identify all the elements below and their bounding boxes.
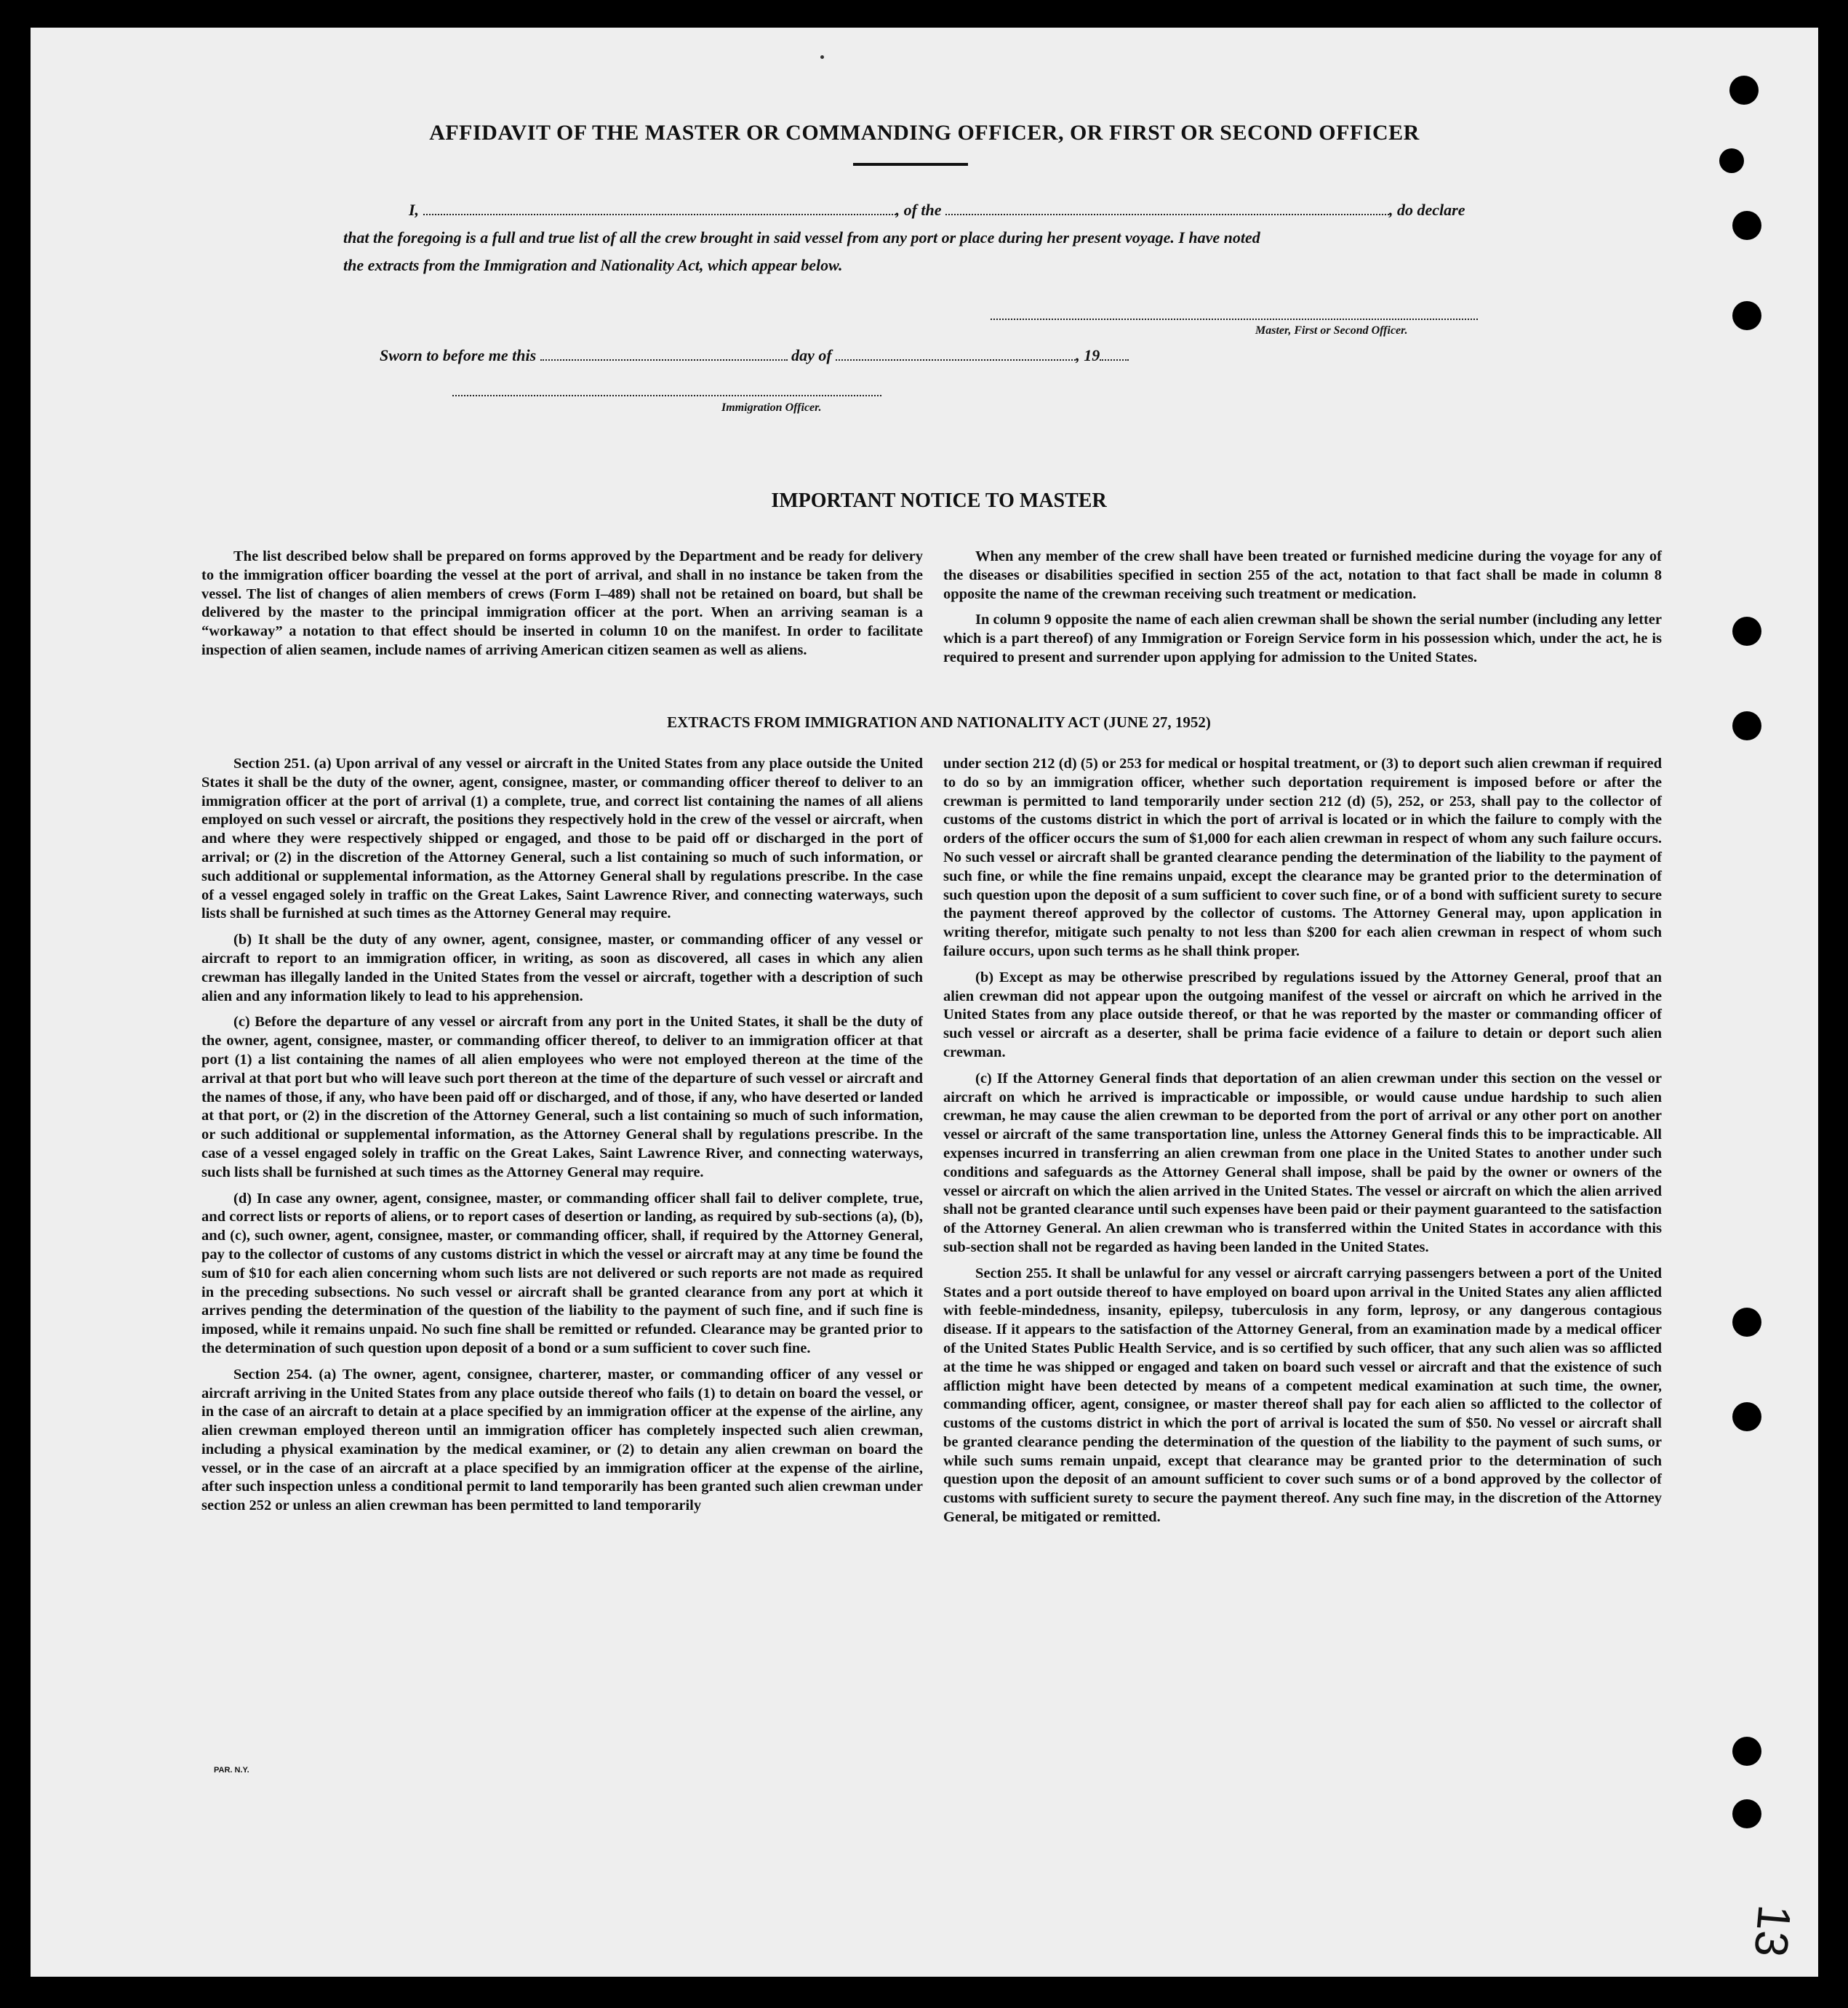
declaration-line-1 [343,196,1521,224]
speck [820,55,824,59]
sworn-text: Sworn to before me this [380,346,537,364]
binder-hole [1732,1737,1761,1766]
officer-signature-line[interactable] [452,395,881,396]
name-field[interactable] [423,201,896,215]
title-rule [853,163,968,166]
section-251-d: (d) In case any owner, agent, consignee, master, or commanding officer shall fail to deliver complete, true, and correct lists or reports of aliens, or to report cases of desertion or landing, as required by sub-sections (a), (b), and (c), such owner, agent, consignee, master, or commanding officer, shall, if required by the Attorney General, pay to the collector of customs of any customs district in which the vessel or aircraft may at any time be found the sum of $10 for each alien concerning whom such lists are not delivered or such reports are not made as required in the preceding subsections. No such vessel or aircraft shall be granted clearance from any port at which it arrives pending the determination of the question of the liability to the payment of such fine, and if such fine is imposed, while it remains unpaid. No such fine shall be remitted or refunded. Clearance may be granted prior to the determination of such question upon deposit of a bond or a sum sufficient to cover such fine. [201,1190,923,1356]
affidavit-title: AFFIDAVIT OF THE MASTER OR COMMANDING OFFICER, OR FIRST OR SECOND OFFICER [429,121,1420,145]
section-255: Section 255. It shall be unlawful for any vessel or aircraft carrying passengers between a port of the United States and a port outside thereof to have employed on board upon arrival in the United States any alien afflicted with feeble-mindedness, insanity, epilepsy, tuberculosis in any form, leprosy, or any dangerous contagious disease. If it appears to the satisfaction of the Attorney General, from an examination made by a medical officer of the United States Public Health Service, and is so certified by such officer, that any such alien was so afflicted at the time he was shipped or engaged and taken on board such vessel or aircraft and that the existence of such affliction might have been detected by means of a competent medical examination at such time, the owner, commanding officer, agent, consignee, or master thereof shall pay for each alien so afflicted to the collector of customs of the customs district in which the port of arrival is located the sum of $50. No vessel or aircraft shall be granted clearance pending the determination of the question of the liability to the payment of such sums, or while such sums remain unpaid, except that clearance may be granted prior to the determination of such question upon the deposit of an amount sufficient to cover such sums or of a bond approved by the collector of customs with sufficient surety to secure the payment thereof. Any such fine may, in the discretion of the Attorney General, be mitigated or remitted. [943,1265,1662,1526]
section-254-a-continued: under section 212 (d) (5) or 253 for medical or hospital treatment, or (3) to deport such alien crewman if required to do so by an immigration officer, whether such deportation requirement is imposed before or after the crewman is permitted to land temporarily under section 212 (d) (5), 252, or 253, shall pay to the collector of customs of the customs district in which the port of arrival is located or in which the failure to comply with the orders of the officer occurs the sum of $1,000 for each alien crewman in respect of whom any such failure occurs. No such vessel or aircraft shall be granted clearance pending the determination of the liability to the payment of such fine, or while the fine remains unpaid, except the clearance may be granted prior to the determination of such question upon the deposit of a sum sufficient to cover such fine, or of a bond with sufficient surety to secure the payment thereof approved by the collector of customs. The Attorney General may, upon application in writing therefor, mitigate such penalty to not less than $200 for each alien crewman in respect of whom such failure occurs, upon such terms as he shall think proper. [943,756,1662,959]
notice-right-paragraph-1: When any member of the crew shall have been treated or furnished medicine during the voyage for any of the diseases or disabilities specified in section 255 of the act, notation to that fact shall be made in column 8 opposite the name of the crewman receiving such treatment or medication. [943,548,1662,602]
notice-title: IMPORTANT NOTICE TO MASTER [771,489,1107,512]
vessel-field[interactable] [945,201,1389,215]
sworn-year-field[interactable] [1100,346,1129,361]
handwritten-page-number: 13 [1744,1903,1801,1959]
binder-hole [1732,211,1761,240]
notice-left-paragraph: The list described below shall be prepared on forms approved by the Department and be ready for delivery to the immigration officer boarding the vessel at the port of arrival, and shall in no instance be taken from the vessel. The list of changes of alien members of crews (Form I–489) shall not be retained on board, but shall be delivered by the master to the principal immigration officer at the port. When an arriving seaman is a “workaway” a notation to that effect should be inserted in column 10 on the manifest. In order to facilitate inspection of alien seamen, include names of arriving American citizen seamen as well as aliens. [201,548,923,658]
section-254-a: Section 254. (a) The owner, agent, consignee, charterer, master, or commanding officer of any vessel or aircraft arriving in the United States from any place outside thereof who fails (1) to detain on board the vessel, or in the case of an aircraft to detain at a place specified by an immigration officer at the expense of the airline, any alien crewman employed thereon until an immigration officer has completely inspected such alien crewman, including a physical examination by the medical examiner, or (2) to detain any alien crewman on board the vessel, or in the case of an aircraft at a place specified by an immigration officer at the expense of the airline, after such inspection unless a conditional permit to land temporarily has been granted such alien crewman under section 252 or unless an alien crewman has been permitted to land temporarily [201,1366,923,1514]
notice-left-column [201,548,923,668]
extracts-right-column [943,755,1662,1535]
binder-hole [1732,301,1761,330]
sworn-line [380,342,1398,369]
printer-code: PAR. N.Y. [214,1766,249,1775]
binder-hole [1732,1308,1761,1337]
extracts-left-column [201,755,923,1523]
binder-hole [1732,1402,1761,1431]
officer-signature-label: Immigration Officer. [721,401,822,414]
section-251-b: (b) It shall be the duty of any owner, agent, consignee, master, or commanding officer of any vessel or aircraft to report to an immigration officer, in writing, as soon as discovered, all cases in which any alien crewman has illegally landed in the United States from the vessel or aircraft, together with a description of such alien and any information likely to lead to his apprehension. [201,932,923,1004]
extracts-title: EXTRACTS FROM IMMIGRATION AND NATIONALITY ACT (JUNE 27, 1952) [667,713,1211,731]
notice-right-column [943,548,1662,675]
document-page [31,28,1818,1977]
binder-hole [1719,148,1744,173]
sworn-month-field[interactable] [836,346,1076,361]
declaration-do-declare: , do declare [1389,201,1465,219]
day-of-text: day of [791,346,832,364]
binder-hole [1732,1799,1761,1828]
binder-hole [1732,617,1761,646]
master-signature-line[interactable] [991,319,1478,320]
binder-hole [1732,711,1761,740]
binder-hole [1729,76,1759,105]
section-251-a: Section 251. (a) Upon arrival of any vessel or aircraft in the United States from any place outside the United States it shall be the duty of the owner, agent, consignee, master, or commanding officer thereof to deliver to an immigration officer at the port of arrival (1) a complete, true, and correct list containing the names of all aliens employed on such vessel or aircraft, the positions they respectively hold in the crew of the vessel or aircraft, when and where they were respectively shipped or engaged, and those to be paid off or discharged in the port of arrival; or (2) in the discretion of the Attorney General, such a list containing so much of such information, or such additional or supplemental information, as the Attorney General shall by regulations prescribe. In the case of a vessel engaged solely in traffic on the Great Lakes, Saint Lawrence River, and connecting waterways, such lists shall be furnished at such times as the Attorney General may require. [201,756,923,922]
declaration-line-3: the extracts from the Immigration and Nationality Act, which appear below. [343,256,843,274]
master-signature-label: Master, First or Second Officer. [1255,324,1408,337]
declaration-line-2: that the foregoing is a full and true list of all the crew brought in said vessel from any port or place during her present voyage. I have noted [343,228,1260,247]
declaration-of-the: , of the [895,201,942,219]
section-254-b: (b) Except as may be otherwise prescribed by regulations issued by the Attorney General, proof that an alien crewman did not appear upon the outgoing manifest of the vessel or aircraft on which he arrived in the United States from any place outside thereof, or that he was reported by the master or commanding officer of such vessel or aircraft as a deserter, shall be prima facie evidence of a failure to detain or deport such alien crewman. [943,969,1662,1060]
section-254-c: (c) If the Attorney General finds that deportation of an alien crewman under this section on the vessel or aircraft on which he arrived is impracticable or impossible, or would cause undue hardship to such alien crewman, he may cause the alien crewman to be deported from the port of arrival or any other port on another vessel or aircraft of the same transportation line, unless the Attorney General finds this to be impracticable. All expenses incurred in transferring an alien crewman from one place in the United States to another under such conditions and safeguards as the Attorney General shall impose, shall be paid by the owner or owners of the vessel or aircraft on which the alien arrived in the United States. The vessel or aircraft on which the alien arrived shall not be granted clearance until such expenses have been paid or their payment guaranteed to the satisfaction of the Attorney General. An alien crewman who is transferred within the United States in accordance with this sub-section shall not be regarded as having been landed in the United States. [943,1070,1662,1255]
notice-right-paragraph-2: In column 9 opposite the name of each alien crewman shall be shown the serial number (including any letter which is a part thereof) of any Immigration or Foreign Service form in his possession which, under the act, he is required to present and surrender upon applying for admission to the United States. [943,612,1662,665]
section-251-c: (c) Before the departure of any vessel or aircraft from any port in the United States, it shall be the duty of the owner, agent, consignee, master, or commanding officer thereof, to deliver to an immigration officer at that port (1) a list containing the names of all alien employees who were not employed thereon at the time of the arrival at that port but who will leave such port thereon at the time of the departure of such vessel or aircraft and the names of those, if any, who have been paid off or discharged, and of those, if any, who have deserted or landed at that port, or (2) in the discretion of the Attorney General, such a list containing so much of such information, or such additional or supplemental information, as the Attorney General shall by regulations prescribe. In the case of a vessel engaged solely in traffic on the Great Lakes, Saint Lawrence River, and connecting waterways, such lists shall be furnished at such times as the Attorney General may require. [201,1014,923,1180]
year-prefix: , 19 [1076,346,1100,364]
declaration-i: I, [409,201,420,219]
sworn-day-field[interactable] [540,346,788,361]
